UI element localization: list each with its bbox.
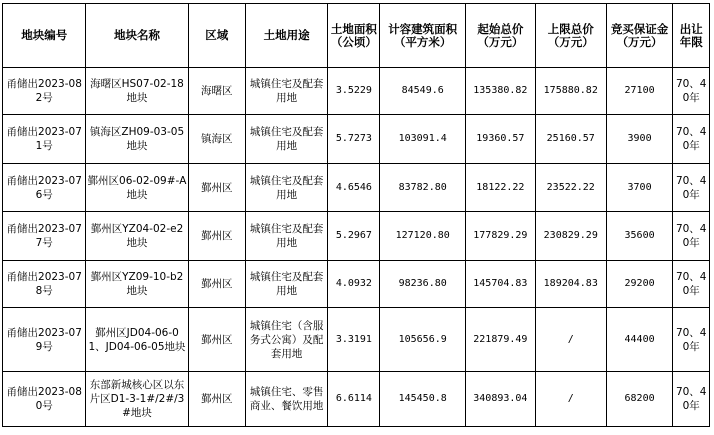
parcel-area: 4.6546	[328, 164, 380, 212]
header-max-price: 上限总价（万元）	[535, 4, 606, 68]
header-district: 区域	[188, 4, 245, 68]
parcel-max-price: 189204.83	[535, 261, 606, 308]
parcel-name: 鄞州区YZ04-02-e2地块	[86, 212, 188, 261]
parcel-deposit: 29200	[606, 261, 673, 308]
parcel-deposit: 3900	[606, 115, 673, 164]
parcel-deposit: 3700	[606, 164, 673, 212]
header-start-price: 起始总价（万元）	[465, 4, 535, 68]
parcel-code: 甬储出2023-071号	[3, 115, 86, 164]
parcel-deposit: 35600	[606, 212, 673, 261]
parcel-district: 鄞州区	[188, 164, 245, 212]
land-parcel-table	[2, 3, 710, 427]
parcel-floor-area: 127120.80	[380, 212, 466, 261]
parcel-floor-area: 145450.8	[380, 372, 466, 427]
parcel-name: 鄞州区JD04-06-01、JD04-06-05地块	[86, 308, 188, 372]
parcel-max-price: 23522.22	[535, 164, 606, 212]
parcel-term: 70、40年	[673, 372, 710, 427]
parcel-code: 甬储出2023-077号	[3, 212, 86, 261]
parcel-start-price: 145704.83	[465, 261, 535, 308]
parcel-max-price: /	[535, 372, 606, 427]
parcel-name: 鄞州区YZ09-10-b2地块	[86, 261, 188, 308]
parcel-floor-area: 103091.4	[380, 115, 466, 164]
parcel-deposit: 27100	[606, 68, 673, 115]
parcel-code: 甬储出2023-082号	[3, 68, 86, 115]
parcel-start-price: 177829.29	[465, 212, 535, 261]
parcel-term: 70、40年	[673, 164, 710, 212]
parcel-use: 城镇住宅（含服务式公寓）及配套用地	[245, 308, 327, 372]
parcel-area: 3.3191	[328, 308, 380, 372]
header-deposit: 竞买保证金（万元）	[606, 4, 673, 68]
table-row	[3, 115, 710, 164]
parcel-code: 甬储出2023-080号	[3, 372, 86, 427]
parcel-start-price: 18122.22	[465, 164, 535, 212]
table-row	[3, 308, 710, 372]
parcel-area: 6.6114	[328, 372, 380, 427]
parcel-deposit: 44400	[606, 308, 673, 372]
header-code: 地块编号	[3, 4, 86, 68]
parcel-use: 城镇住宅及配套用地	[245, 164, 327, 212]
parcel-start-price: 19360.57	[465, 115, 535, 164]
parcel-district: 鄞州区	[188, 372, 245, 427]
parcel-term: 70、40年	[673, 212, 710, 261]
parcel-floor-area: 105656.9	[380, 308, 466, 372]
parcel-floor-area: 98236.80	[380, 261, 466, 308]
header-floor-area: 计容建筑面积（平方米）	[380, 4, 466, 68]
table-row	[3, 372, 710, 427]
header-use: 土地用途	[245, 4, 327, 68]
parcel-term: 70、40年	[673, 308, 710, 372]
parcel-use: 城镇住宅及配套用地	[245, 115, 327, 164]
parcel-start-price: 221879.49	[465, 308, 535, 372]
parcel-term: 70、40年	[673, 68, 710, 115]
parcel-code: 甬储出2023-079号	[3, 308, 86, 372]
parcel-use: 城镇住宅及配套用地	[245, 68, 327, 115]
parcel-max-price: 230829.29	[535, 212, 606, 261]
parcel-district: 镇海区	[188, 115, 245, 164]
parcel-start-price: 135380.82	[465, 68, 535, 115]
parcel-district: 鄞州区	[188, 212, 245, 261]
table-row	[3, 68, 710, 115]
parcel-term: 70、40年	[673, 115, 710, 164]
table-row	[3, 164, 710, 212]
parcel-code: 甬储出2023-078号	[3, 261, 86, 308]
parcel-name: 东部新城核心区以东片区D1-3-1#/2#/3#地块	[86, 372, 188, 427]
parcel-code: 甬储出2023-076号	[3, 164, 86, 212]
parcel-area: 5.7273	[328, 115, 380, 164]
header-name: 地块名称	[86, 4, 188, 68]
parcel-area: 4.0932	[328, 261, 380, 308]
parcel-district: 鄞州区	[188, 308, 245, 372]
parcel-use: 城镇住宅、零售商业、餐饮用地	[245, 372, 327, 427]
parcel-name: 海曙区HS07-02-18地块	[86, 68, 188, 115]
parcel-use: 城镇住宅及配套用地	[245, 261, 327, 308]
parcel-district: 海曙区	[188, 68, 245, 115]
header-term: 出让年限	[673, 4, 710, 68]
parcel-deposit: 68200	[606, 372, 673, 427]
parcel-name: 鄞州区06-02-09#-A地块	[86, 164, 188, 212]
parcel-area: 5.2967	[328, 212, 380, 261]
parcel-start-price: 340893.04	[465, 372, 535, 427]
table-row	[3, 212, 710, 261]
parcel-floor-area: 84549.6	[380, 68, 466, 115]
parcel-area: 3.5229	[328, 68, 380, 115]
parcel-floor-area: 83782.80	[380, 164, 466, 212]
header-row	[3, 4, 710, 68]
parcel-district: 鄞州区	[188, 261, 245, 308]
parcel-name: 镇海区ZH09-03-05地块	[86, 115, 188, 164]
parcel-use: 城镇住宅及配套用地	[245, 212, 327, 261]
parcel-max-price: 175880.82	[535, 68, 606, 115]
header-area: 土地面积（公顷）	[328, 4, 380, 68]
parcel-max-price: 25160.57	[535, 115, 606, 164]
table-row	[3, 261, 710, 308]
parcel-max-price: /	[535, 308, 606, 372]
parcel-term: 70、40年	[673, 261, 710, 308]
